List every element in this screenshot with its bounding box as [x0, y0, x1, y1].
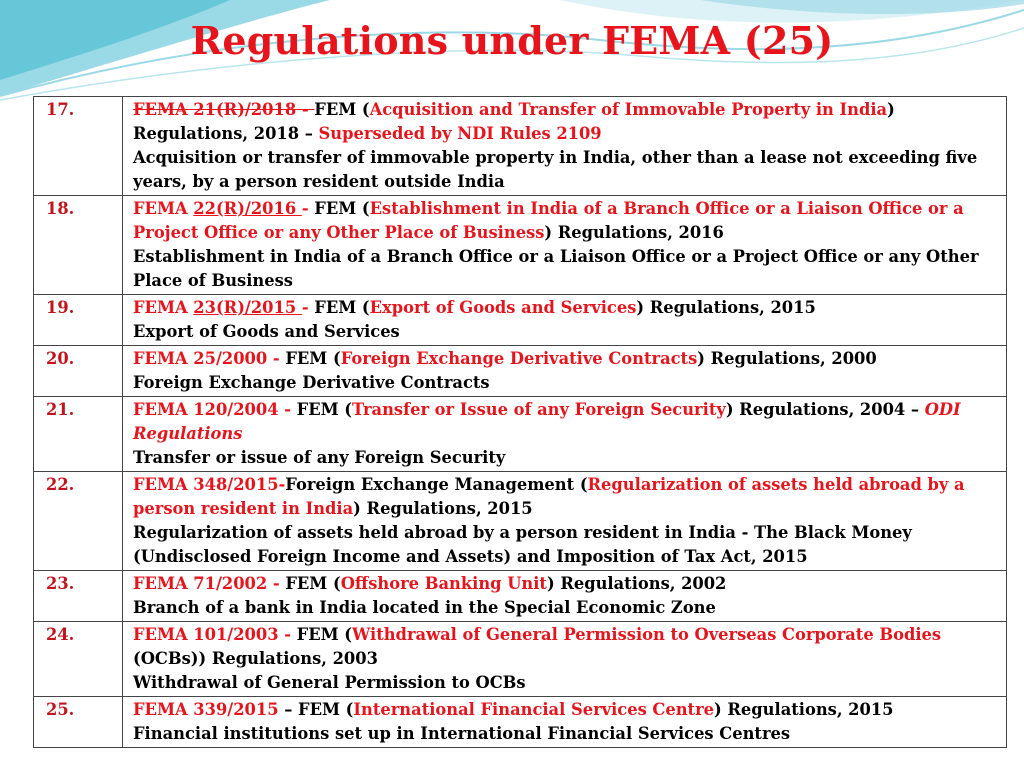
regulation-suffix: (OCBs)) Regulations, 2003: [133, 649, 378, 668]
regulation-description: Withdrawal of General Permission to OCBs: [133, 673, 526, 692]
regulation-subject: Foreign Exchange Derivative Contracts: [340, 349, 698, 368]
fema-code: FEMA 348/2015-: [133, 475, 286, 494]
regulation-suffix: ) Regulations, 2016: [544, 223, 724, 242]
regulation-description: Regularization of assets held abroad by a person resident in India - The Black Money (Undisclosed Foreign Income and Assets) and Imposition of Tax Act, 2015: [133, 523, 912, 566]
regulation-prefix: FEM (: [314, 298, 370, 317]
odi-regulations-note: ODI Regulations: [133, 400, 961, 443]
row-number: 18.: [34, 196, 123, 295]
regulation-subject: Withdrawal of General Permission to Overseas Corporate Bodies: [352, 625, 942, 644]
fema-code-dash: -: [301, 199, 315, 218]
regulation-prefix: FEM (: [285, 349, 341, 368]
regulation-cell: [123, 472, 1007, 571]
regulation-description: Establishment in India of a Branch Office or a Liaison Office or a Project Office or any Other Place of Business: [133, 247, 979, 290]
regulation-subject: Acquisition and Transfer of Immovable Property in India: [369, 100, 888, 119]
regulation-suffix: ) Regulations, 2004 –: [725, 400, 925, 419]
regulation-suffix: ) Regulations, 2015: [353, 499, 533, 518]
regulation-cell: [123, 295, 1007, 346]
table-row: [34, 472, 1007, 571]
fema-code-dash: -: [301, 298, 315, 317]
fema-code-link[interactable]: 23(R)/2015: [193, 298, 302, 317]
regulation-prefix: Foreign Exchange Management (: [285, 475, 588, 494]
regulation-cell: [123, 571, 1007, 622]
regulation-cell: [123, 346, 1007, 397]
row-number: 22.: [34, 472, 123, 571]
regulation-year: Regulations, 2018 –: [133, 124, 319, 143]
regulation-subject: Establishment in India of a Branch Office or a Liaison Office or a Project Office or any Other Place of Business: [133, 199, 964, 242]
regulation-prefix: FEM (: [285, 574, 341, 593]
row-number: 24.: [34, 622, 123, 697]
row-number: 23.: [34, 571, 123, 622]
regulation-prefix: FEM (: [296, 400, 353, 419]
regulation-prefix: FEM (: [296, 625, 353, 644]
fema-code: FEMA 120/2004 -: [133, 400, 297, 419]
table-row: [34, 295, 1007, 346]
table-row: [34, 622, 1007, 697]
row-number: 20.: [34, 346, 123, 397]
row-number: 19.: [34, 295, 123, 346]
fema-code: FEMA 101/2003 -: [133, 625, 297, 644]
fema-code-prefix: FEMA: [133, 199, 194, 218]
table-row: [34, 97, 1007, 196]
regulation-subject: Transfer or Issue of any Foreign Security: [352, 400, 726, 419]
row-number: 25.: [34, 697, 123, 748]
fema-code-prefix: FEMA: [133, 100, 194, 119]
regulation-description: Financial institutions set up in International Financial Services Centres: [133, 724, 791, 743]
regulation-subject: Offshore Banking Unit: [340, 574, 547, 593]
regulation-suffix: ): [887, 100, 895, 119]
regulation-cell: [123, 397, 1007, 472]
regulation-subject: International Financial Services Centre: [353, 700, 715, 719]
fema-code-link[interactable]: 21(R)/2018: [193, 100, 302, 119]
fema-code-link[interactable]: 22(R)/2016: [193, 199, 302, 218]
superseded-note: Superseded by NDI Rules 2109: [318, 124, 602, 143]
fema-code-dash: -: [301, 100, 315, 119]
row-number: 21.: [34, 397, 123, 472]
regulation-prefix: FEM (: [314, 199, 370, 218]
regulation-suffix: ) Regulations, 2002: [546, 574, 727, 593]
regulation-description: Acquisition or transfer of immovable property in India, other than a lease not exceeding five years, by a person resident outside India: [133, 148, 978, 191]
regulation-subject: Regularization of assets held abroad by a person resident in India: [133, 475, 965, 518]
fema-code: FEMA 339/2015: [133, 700, 279, 719]
regulation-prefix: FEM (: [314, 100, 370, 119]
table-row: [34, 196, 1007, 295]
regulation-cell: [123, 697, 1007, 748]
page-title: Regulations under FEMA (25): [190, 18, 834, 63]
fema-code: FEMA 25/2000 -: [133, 349, 286, 368]
regulation-subject: Export of Goods and Services: [369, 298, 637, 317]
table-row: [34, 571, 1007, 622]
regulation-suffix: ) Regulations, 2015: [636, 298, 816, 317]
regulation-description: Export of Goods and Services: [133, 322, 400, 341]
regulation-description: Transfer or issue of any Foreign Security: [133, 448, 506, 467]
regulation-cell: [123, 196, 1007, 295]
regulation-cell: [123, 622, 1007, 697]
regulation-suffix: ) Regulations, 2000: [697, 349, 877, 368]
fema-code: FEMA 71/2002 -: [133, 574, 286, 593]
regulation-suffix: ) Regulations, 2015: [714, 700, 894, 719]
regulation-prefix: – FEM (: [278, 700, 354, 719]
table-row: [34, 697, 1007, 748]
fema-regulations-table: [33, 96, 1007, 748]
regulation-description: Foreign Exchange Derivative Contracts: [133, 373, 490, 392]
row-number: 17.: [34, 97, 123, 196]
regulation-cell: [123, 97, 1007, 196]
table-row: [34, 346, 1007, 397]
table-row: [34, 397, 1007, 472]
fema-code-prefix: FEMA: [133, 298, 194, 317]
regulation-description: Branch of a bank in India located in the Special Economic Zone: [133, 598, 716, 617]
